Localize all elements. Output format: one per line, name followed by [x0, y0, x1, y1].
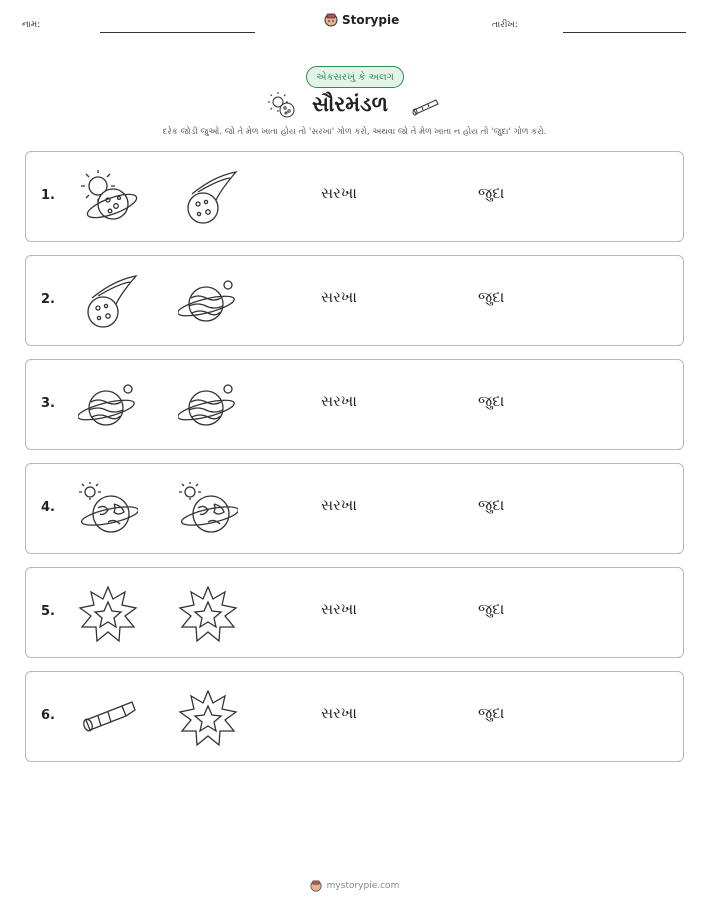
same-option[interactable]: સરખા [321, 496, 357, 514]
same-option[interactable]: સરખા [321, 600, 357, 618]
sun-earth-icon [178, 482, 238, 538]
same-option[interactable]: સરખા [321, 392, 357, 410]
planet-icon [178, 378, 238, 434]
telescope-icon [78, 690, 138, 746]
worksheet-type-badge: એકસરખું કે અલગ [306, 66, 404, 88]
telescope-icon [410, 94, 442, 116]
different-option[interactable]: જુદા [478, 600, 505, 618]
question-row [25, 671, 684, 762]
same-option[interactable]: સરખા [321, 704, 357, 722]
same-option[interactable]: સરખા [321, 288, 357, 306]
planet-icon [78, 378, 138, 434]
date-line[interactable] [563, 32, 686, 33]
name-label: નામ: [22, 20, 41, 30]
footer [0, 880, 709, 892]
sun-planet-icon [78, 170, 138, 226]
different-option[interactable]: જુદા [478, 704, 505, 722]
question-row [25, 359, 684, 450]
different-option[interactable]: જુદા [478, 496, 505, 514]
sun-planet-icon [268, 92, 298, 120]
star-icon [178, 690, 238, 746]
page-title: સૌરમંડળ [312, 92, 388, 116]
different-option[interactable]: જુદા [478, 392, 505, 410]
date-label: તારીખ: [492, 20, 518, 30]
brand-name: Storypie [342, 13, 400, 27]
storypie-mascot-icon [310, 880, 322, 892]
question-row [25, 255, 684, 346]
same-option[interactable]: સરખા [321, 184, 357, 202]
different-option[interactable]: જુદા [478, 184, 505, 202]
storypie-logo [324, 13, 399, 27]
question-number: 1. [41, 188, 55, 203]
question-number: 6. [41, 708, 55, 723]
question-number: 4. [41, 500, 55, 515]
comet-icon [78, 274, 138, 330]
question-number: 5. [41, 604, 55, 619]
question-row [25, 463, 684, 554]
storypie-mascot-icon [324, 13, 338, 27]
instructions: દરેક જોડી જુઓ. જો તે મેળ ખાતા હોય તો 'સરખા' ગોળ કરો, અથવા જો તે મેળ ખાતા ન હોય તો 'જુદા' ગોળ કરો. [162, 127, 547, 137]
question-number: 3. [41, 396, 55, 411]
name-line[interactable] [100, 32, 255, 33]
question-row [25, 567, 684, 658]
question-row [25, 151, 684, 242]
different-option[interactable]: જુદા [478, 288, 505, 306]
sun-earth-icon [78, 482, 138, 538]
planet-icon [178, 274, 238, 330]
footer-site[interactable]: mystorypie.com [326, 881, 400, 891]
comet-icon [178, 170, 238, 226]
star-icon [178, 586, 238, 642]
star-icon [78, 586, 138, 642]
question-number: 2. [41, 292, 55, 307]
